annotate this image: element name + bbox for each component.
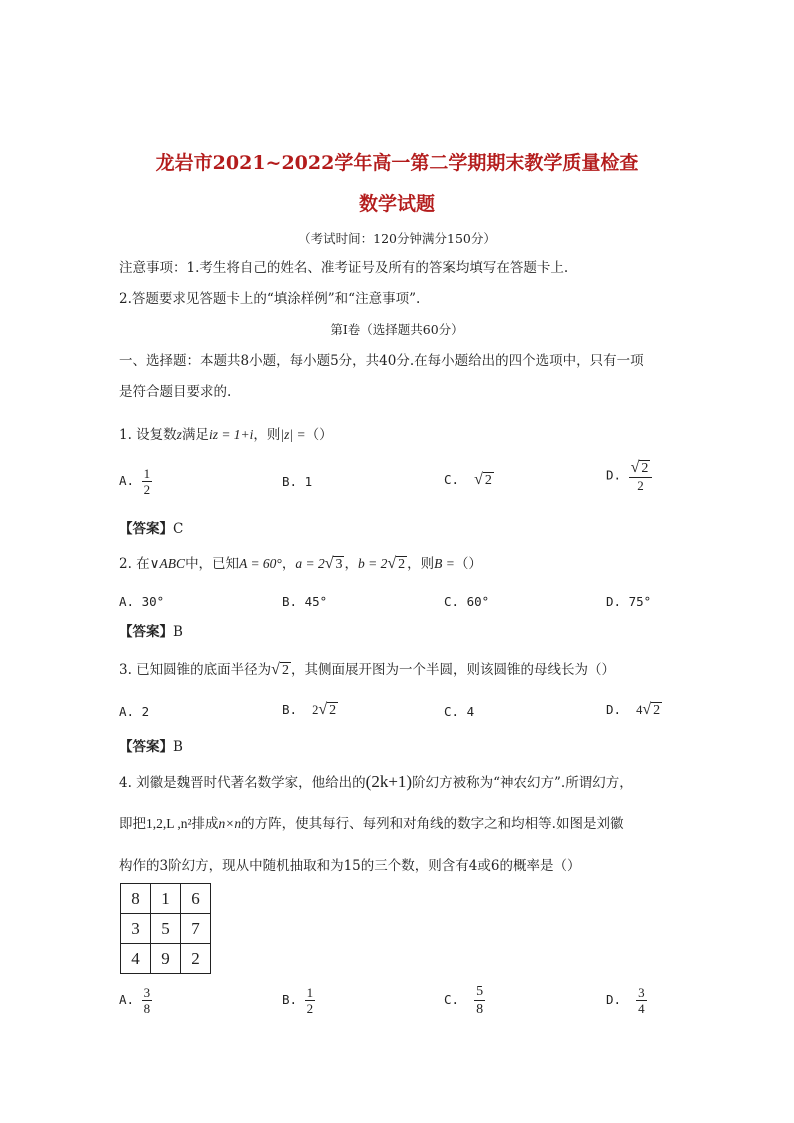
q1-d-den: 2 (637, 478, 644, 493)
magic-square-cell: 6 (181, 884, 211, 914)
q2-option-a: A. 30° (119, 594, 165, 609)
q3-sqrt: √ 2 (271, 661, 289, 678)
question-3 (119, 660, 615, 680)
q1-option-b (282, 474, 312, 489)
q1-option-c (444, 471, 494, 489)
q1-a-fraction (142, 466, 153, 497)
section-intro-line-1: 一、选择题：本题共8小题，每小题5分，共40分.在每小题给出的四个选项中，只有一项 (119, 353, 644, 369)
q4-line2-a: 即把 (119, 816, 146, 832)
q2-b: b = 2 (357, 556, 388, 571)
q2-answer-label: 【答案】 (119, 624, 173, 640)
q4-d-num: 3 (638, 985, 645, 1000)
q1-d-label: D. (606, 467, 622, 483)
magic-square-cell: 5 (151, 914, 181, 944)
q2-answer-value: B (173, 624, 183, 640)
q3-answer-value: B (173, 739, 183, 755)
q4-line2-b: 排成 (191, 816, 219, 832)
q4-c-label: C. (444, 992, 460, 1007)
q1-c-radicand: 2 (484, 473, 492, 488)
q4-line1-a: 4. 刘徽是魏晋时代著名数学家，他给出的 (119, 775, 366, 791)
q4-option-a (119, 985, 152, 1016)
q4-a-num: 3 (143, 985, 151, 1000)
q1-a-num: 1 (143, 466, 151, 481)
q4-a-label: A. (119, 992, 135, 1007)
q1-option-d (606, 459, 652, 493)
q1-answer-value: C (173, 521, 184, 537)
magic-square-cell: 3 (121, 914, 151, 944)
q1-option-a (119, 466, 152, 497)
q4-c-den: 8 (476, 1002, 484, 1017)
q2-ask: B = (434, 556, 455, 571)
q3-option-c: C. 4 (444, 704, 475, 719)
q4-b-label: B. (282, 992, 298, 1007)
q2-b-sqrt: √ 2 (387, 555, 406, 572)
q1-mid: 满足 (181, 427, 209, 443)
q4-c-num: 5 (476, 984, 484, 999)
question-2 (119, 554, 482, 574)
magic-square-cell: 2 (181, 944, 211, 974)
q4-option-b (282, 985, 315, 1016)
q2-a: a = 2 (295, 556, 325, 571)
magic-square-cell: 8 (121, 884, 151, 914)
q1-then: ，则 (253, 427, 281, 443)
q1-b-val: 1 (304, 474, 313, 489)
q3-answer (119, 737, 183, 757)
q2-prefix: 2. 在 (119, 556, 150, 572)
q1-paren: （） (305, 427, 333, 443)
section-intro-line-2: 是符合题目要求的. (119, 384, 232, 400)
q3-b-label: B. (282, 702, 298, 717)
question-1 (119, 425, 333, 445)
q3-text1: 3. 已知圆锥的底面半径为 (119, 662, 272, 678)
q2-text2: ，则 (407, 556, 435, 572)
q1-d-num: √ 2 (629, 459, 653, 478)
q3-d-radicand: 2 (653, 703, 661, 718)
q2-a-sqrt: √ 3 (324, 555, 343, 572)
q4-expr: (2k+1) (365, 772, 413, 791)
q3-b-coef: 2 (312, 703, 319, 717)
q4-line2-c: 的方阵，使其每行、每列和对角线的数字之和均相等.如图是刘徽 (241, 816, 624, 832)
magic-square (120, 883, 211, 974)
q4-b-fraction (305, 985, 316, 1016)
q4-a-den: 8 (143, 1001, 151, 1016)
q4-b-num: 1 (306, 985, 314, 1000)
q2-b-radicand: 2 (398, 557, 406, 572)
q1-prefix: 1. 设复数 (119, 427, 177, 443)
notes-line-2: 2.答题要求见答题卡上的“填涂样例”和“注意事项”. (119, 291, 421, 307)
q2-angle: A = 60° (239, 556, 282, 571)
q2-triangle: ∨ABC (149, 556, 186, 571)
magic-square-cell: 1 (151, 884, 181, 914)
q1-c-sqrt: √ 2 (474, 471, 492, 488)
q1-d-fraction (629, 459, 653, 493)
q3-d-label: D. (606, 702, 622, 717)
q3-option-a: A. 2 (119, 704, 150, 719)
q3-b-sqrt: √ 2 (318, 701, 337, 718)
q1-var: z (176, 427, 182, 442)
q3-d-coef: 4 (636, 703, 643, 717)
q3-d-sqrt: √ 2 (642, 701, 661, 718)
q2-sep2: ， (344, 556, 358, 572)
q4-nxn: n×n (218, 816, 242, 831)
question-4-line-2 (119, 814, 623, 834)
q1-condition: iz = 1+i (208, 427, 254, 442)
q4-c-fraction (474, 983, 485, 1018)
q2-answer (119, 622, 183, 642)
magic-square-cell: 4 (121, 944, 151, 974)
q3-b-radicand: 2 (329, 703, 337, 718)
q1-b-label: B. (282, 474, 298, 489)
q1-c-label: C. (444, 472, 460, 487)
q1-a-label: A. (119, 473, 135, 488)
q4-d-label: D. (606, 992, 622, 1007)
q2-option-d: D. 75° (606, 594, 652, 609)
q4-option-c (444, 983, 485, 1018)
q2-option-c: C. 60° (444, 594, 490, 609)
q4-option-d (606, 985, 647, 1016)
q1-answer-label: 【答案】 (119, 521, 173, 537)
q2-paren: （） (454, 556, 482, 572)
q3-answer-label: 【答案】 (119, 739, 173, 755)
q4-d-den: 4 (638, 1001, 645, 1016)
question-4-line-1 (119, 772, 633, 793)
q4-seq: 1,2,L ,n² (146, 816, 192, 831)
q4-line1-b: 阶幻方被称为“神农幻方”.所谓幻方， (412, 775, 633, 791)
q2-text1: 中，已知 (185, 556, 240, 572)
q1-d-radicand: 2 (641, 461, 649, 476)
q4-b-den: 2 (306, 1001, 314, 1016)
magic-square-cell: 9 (151, 944, 181, 974)
section-header: 第Ⅰ卷（选择题共60分） (330, 322, 464, 337)
q1-answer (119, 519, 183, 539)
q3-option-d (606, 701, 662, 719)
q2-option-b: B. 45° (282, 594, 328, 609)
q1-abs: |z| = (280, 427, 306, 442)
q2-sep1: ， (281, 556, 296, 572)
q4-a-fraction (142, 985, 153, 1016)
q4-d-fraction (636, 985, 647, 1016)
document-title: 龙岩市2021~2022学年高一第二学期期末教学质量检查 (155, 152, 639, 174)
exam-info: （考试时间：120分钟满分150分） (298, 231, 496, 246)
document-subtitle: 数学试题 (358, 193, 435, 215)
notes-line-1: 注意事项：1.考生将自己的姓名、准考证号及所有的答案均填写在答题卡上. (119, 260, 569, 276)
q3-text2: ，其侧面展开图为一个半圆，则该圆锥的母线长为（） (290, 662, 615, 678)
magic-square-cell: 7 (181, 914, 211, 944)
q2-a-radicand: 3 (335, 557, 343, 572)
q3-radicand: 2 (281, 663, 289, 678)
q3-option-b (282, 701, 338, 719)
question-4-line-3: 构作的3阶幻方，现从中随机抽取和为15的三个数，则含有4或6的概率是（） (119, 858, 581, 874)
q1-a-den: 2 (143, 482, 151, 497)
